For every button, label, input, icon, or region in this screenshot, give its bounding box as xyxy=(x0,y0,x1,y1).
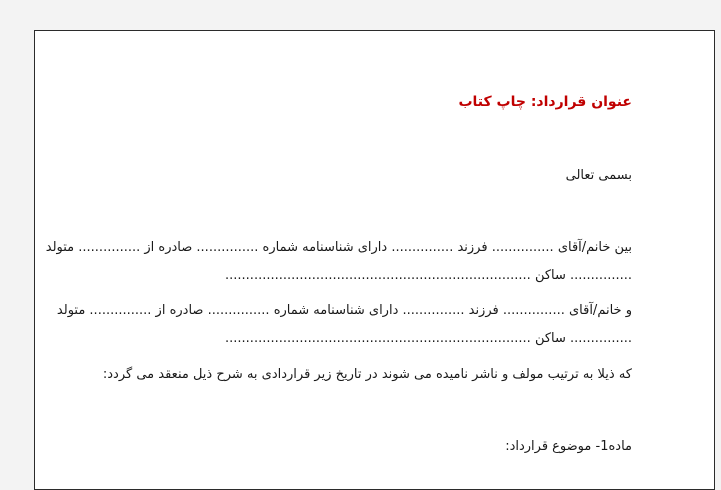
party2-line1: و خانم/آقای ............... فرزند ............... دارای شناسنامه شماره ............... صادره از ............... متولد xyxy=(56,303,632,318)
salutation: بسمی تعالی xyxy=(565,168,632,183)
contract-title: عنوان قرارداد: چاپ کتاب xyxy=(458,94,632,110)
party1-line2: ............... ساکن .......................................................................... xyxy=(225,268,632,283)
document-page xyxy=(34,30,715,490)
party2-line2: ............... ساکن .......................................................................... xyxy=(225,331,632,346)
intro-paragraph: که ذیلا به ترتیب مولف و ناشر نامیده می شوند در تاریخ زیر قراردادی به شرح ذیل منعقد می گردد: xyxy=(102,367,632,382)
article-1-heading: ماده1- موضوع قرارداد: xyxy=(505,439,632,454)
party1-line1: بین خانم/آقای ............... فرزند ............... دارای شناسنامه شماره ............... صادره از ............... متولد xyxy=(45,240,632,255)
